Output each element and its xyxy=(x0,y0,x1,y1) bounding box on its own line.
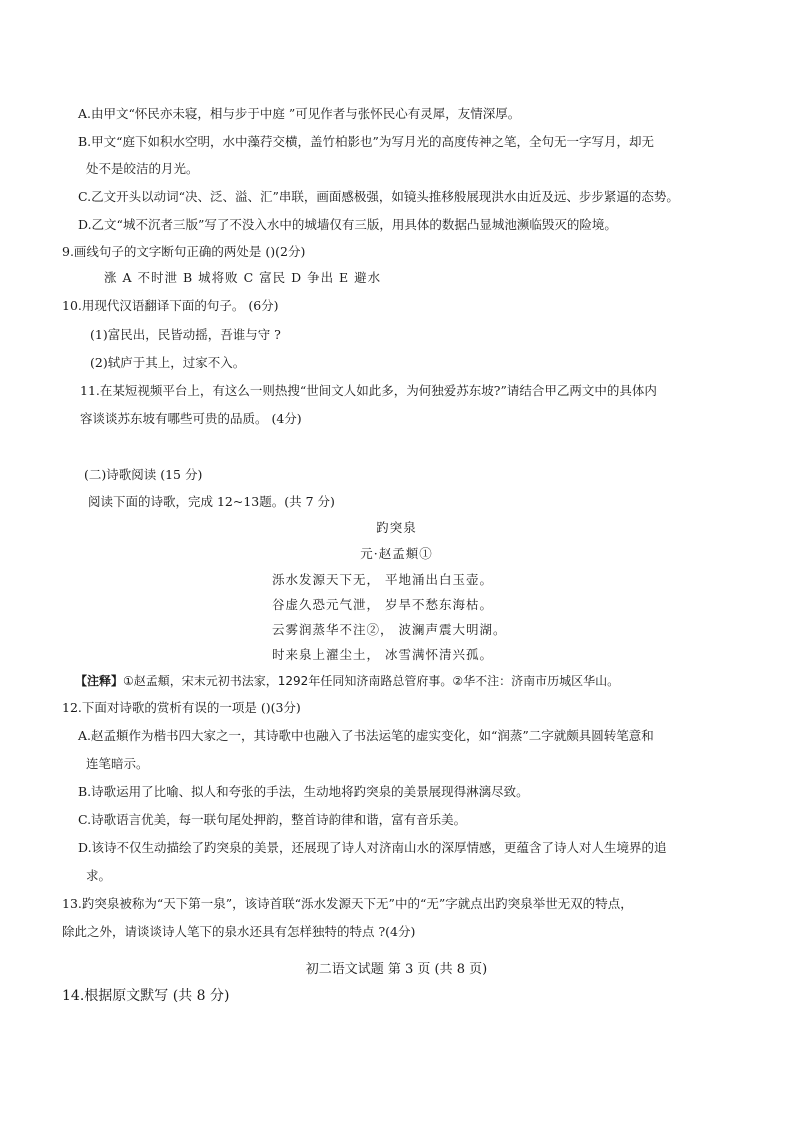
q12-stem: 12.下面对诗歌的赏析有误的一项是 ()(3分) xyxy=(62,700,301,715)
section-instruction: 阅读下面的诗歌，完成 12~13题。(共 7 分) xyxy=(88,494,335,509)
section-heading: (二)诗歌阅读 (15 分) xyxy=(84,467,203,482)
poem-line-2: 谷虚久恐元气泄， 岁旱不愁东海枯。 xyxy=(272,597,493,612)
q8-option-c: C.乙文开头以动词“决、泛、溢、汇”串联，画面感极强，如镜头推移般展现洪水由近及远、步步紧逼的态势。 xyxy=(78,189,679,204)
poem-note-label: 【注释】 xyxy=(75,674,124,688)
q10-item-2: (2)轼庐于其上，过家不入。 xyxy=(90,355,246,370)
q8-option-d: D.乙文“城不沉者三版”写了不没入水中的城墙仅有三版，用具体的数据凸显城池濒临毁灭的险境。 xyxy=(78,217,617,232)
poem-note xyxy=(75,673,619,689)
q12-option-c: C.诗歌语言优美，每一联句尾处押韵，整首诗韵律和谐，富有音乐美。 xyxy=(78,812,467,827)
q8-option-b: B.甲文“庭下如积水空明，水中藻荇交横，盖竹柏影也”为写月光的高度传神之笔，全句无一字写月，却无 xyxy=(78,134,654,149)
q8-option-a: A.由甲文“怀民亦未寝，相与步于中庭 ”可见作者与张怀民心有灵犀，友情深厚。 xyxy=(78,106,521,121)
q9-sentence: 涨 A 不时泄 B 城将败 C 富民 D 争出 E 避水 xyxy=(104,270,382,285)
page-footer: 初二语文试题 第 3 页 (共 8 页) xyxy=(305,962,488,977)
q11-line-2: 容谈谈苏东坡有哪些可贵的品质。 (4分) xyxy=(80,411,302,426)
q9-stem: 9.画线句子的文字断句正确的两处是 ()(2分) xyxy=(62,244,306,259)
q8-option-b-cont: 处不是皎洁的月光。 xyxy=(86,161,199,176)
poem-title: 趵突泉 xyxy=(376,520,417,535)
poem-author: 元·赵孟頫① xyxy=(360,546,433,561)
poem-note-text: ①赵孟頫，宋末元初书法家，1292年任同知济南路总管府事。②华不注：济南市历城区华山。 xyxy=(123,674,620,688)
q12-option-b: B.诗歌运用了比喻、拟人和夸张的手法，生动地将趵突泉的美景展现得淋漓尽致。 xyxy=(78,784,529,799)
poem-line-3: 云雾润蒸华不注②， 波澜声震大明湖。 xyxy=(272,622,507,637)
q11-line-1: 11.在某短视频平台上，有这么一则热搜“世间文人如此多，为何独爱苏东坡?”请结合甲乙两文中的具体内 xyxy=(80,383,657,398)
q13-line-2: 除此之外，请谈谈诗人笔下的泉水还具有怎样独特的特点 ?(4分) xyxy=(62,924,416,939)
q10-stem: 10.用现代汉语翻译下面的句子。 (6分) xyxy=(62,298,279,313)
q10-item-1: (1)富民出，民皆动摇，吾谁与守 ? xyxy=(90,327,281,342)
q12-option-a: A.赵孟頫作为楷书四大家之一，其诗歌中也融入了书法运笔的虚实变化，如“润蒸”二字就颇具圆转笔意和 xyxy=(78,728,654,743)
poem-line-1: 泺水发源天下无， 平地涌出白玉壶。 xyxy=(272,572,493,587)
q13-line-1: 13.趵突泉被称为“天下第一泉”，该诗首联“泺水发源天下无”中的“无”字就点出趵突泉举世无双的特点， xyxy=(62,896,633,911)
q12-option-d-cont: 求。 xyxy=(86,868,112,883)
poem-line-4: 时来泉上濯尘土， 冰雪满怀清兴孤。 xyxy=(272,647,493,662)
q14-stem: 14.根据原文默写 (共 8 分) xyxy=(62,988,230,1004)
q12-option-d: D.该诗不仅生动描绘了趵突泉的美景，还展现了诗人对济南山水的深厚情感，更蕴含了诗人对人生境界的追 xyxy=(78,840,667,855)
q12-option-a-cont: 连笔暗示。 xyxy=(86,756,149,771)
